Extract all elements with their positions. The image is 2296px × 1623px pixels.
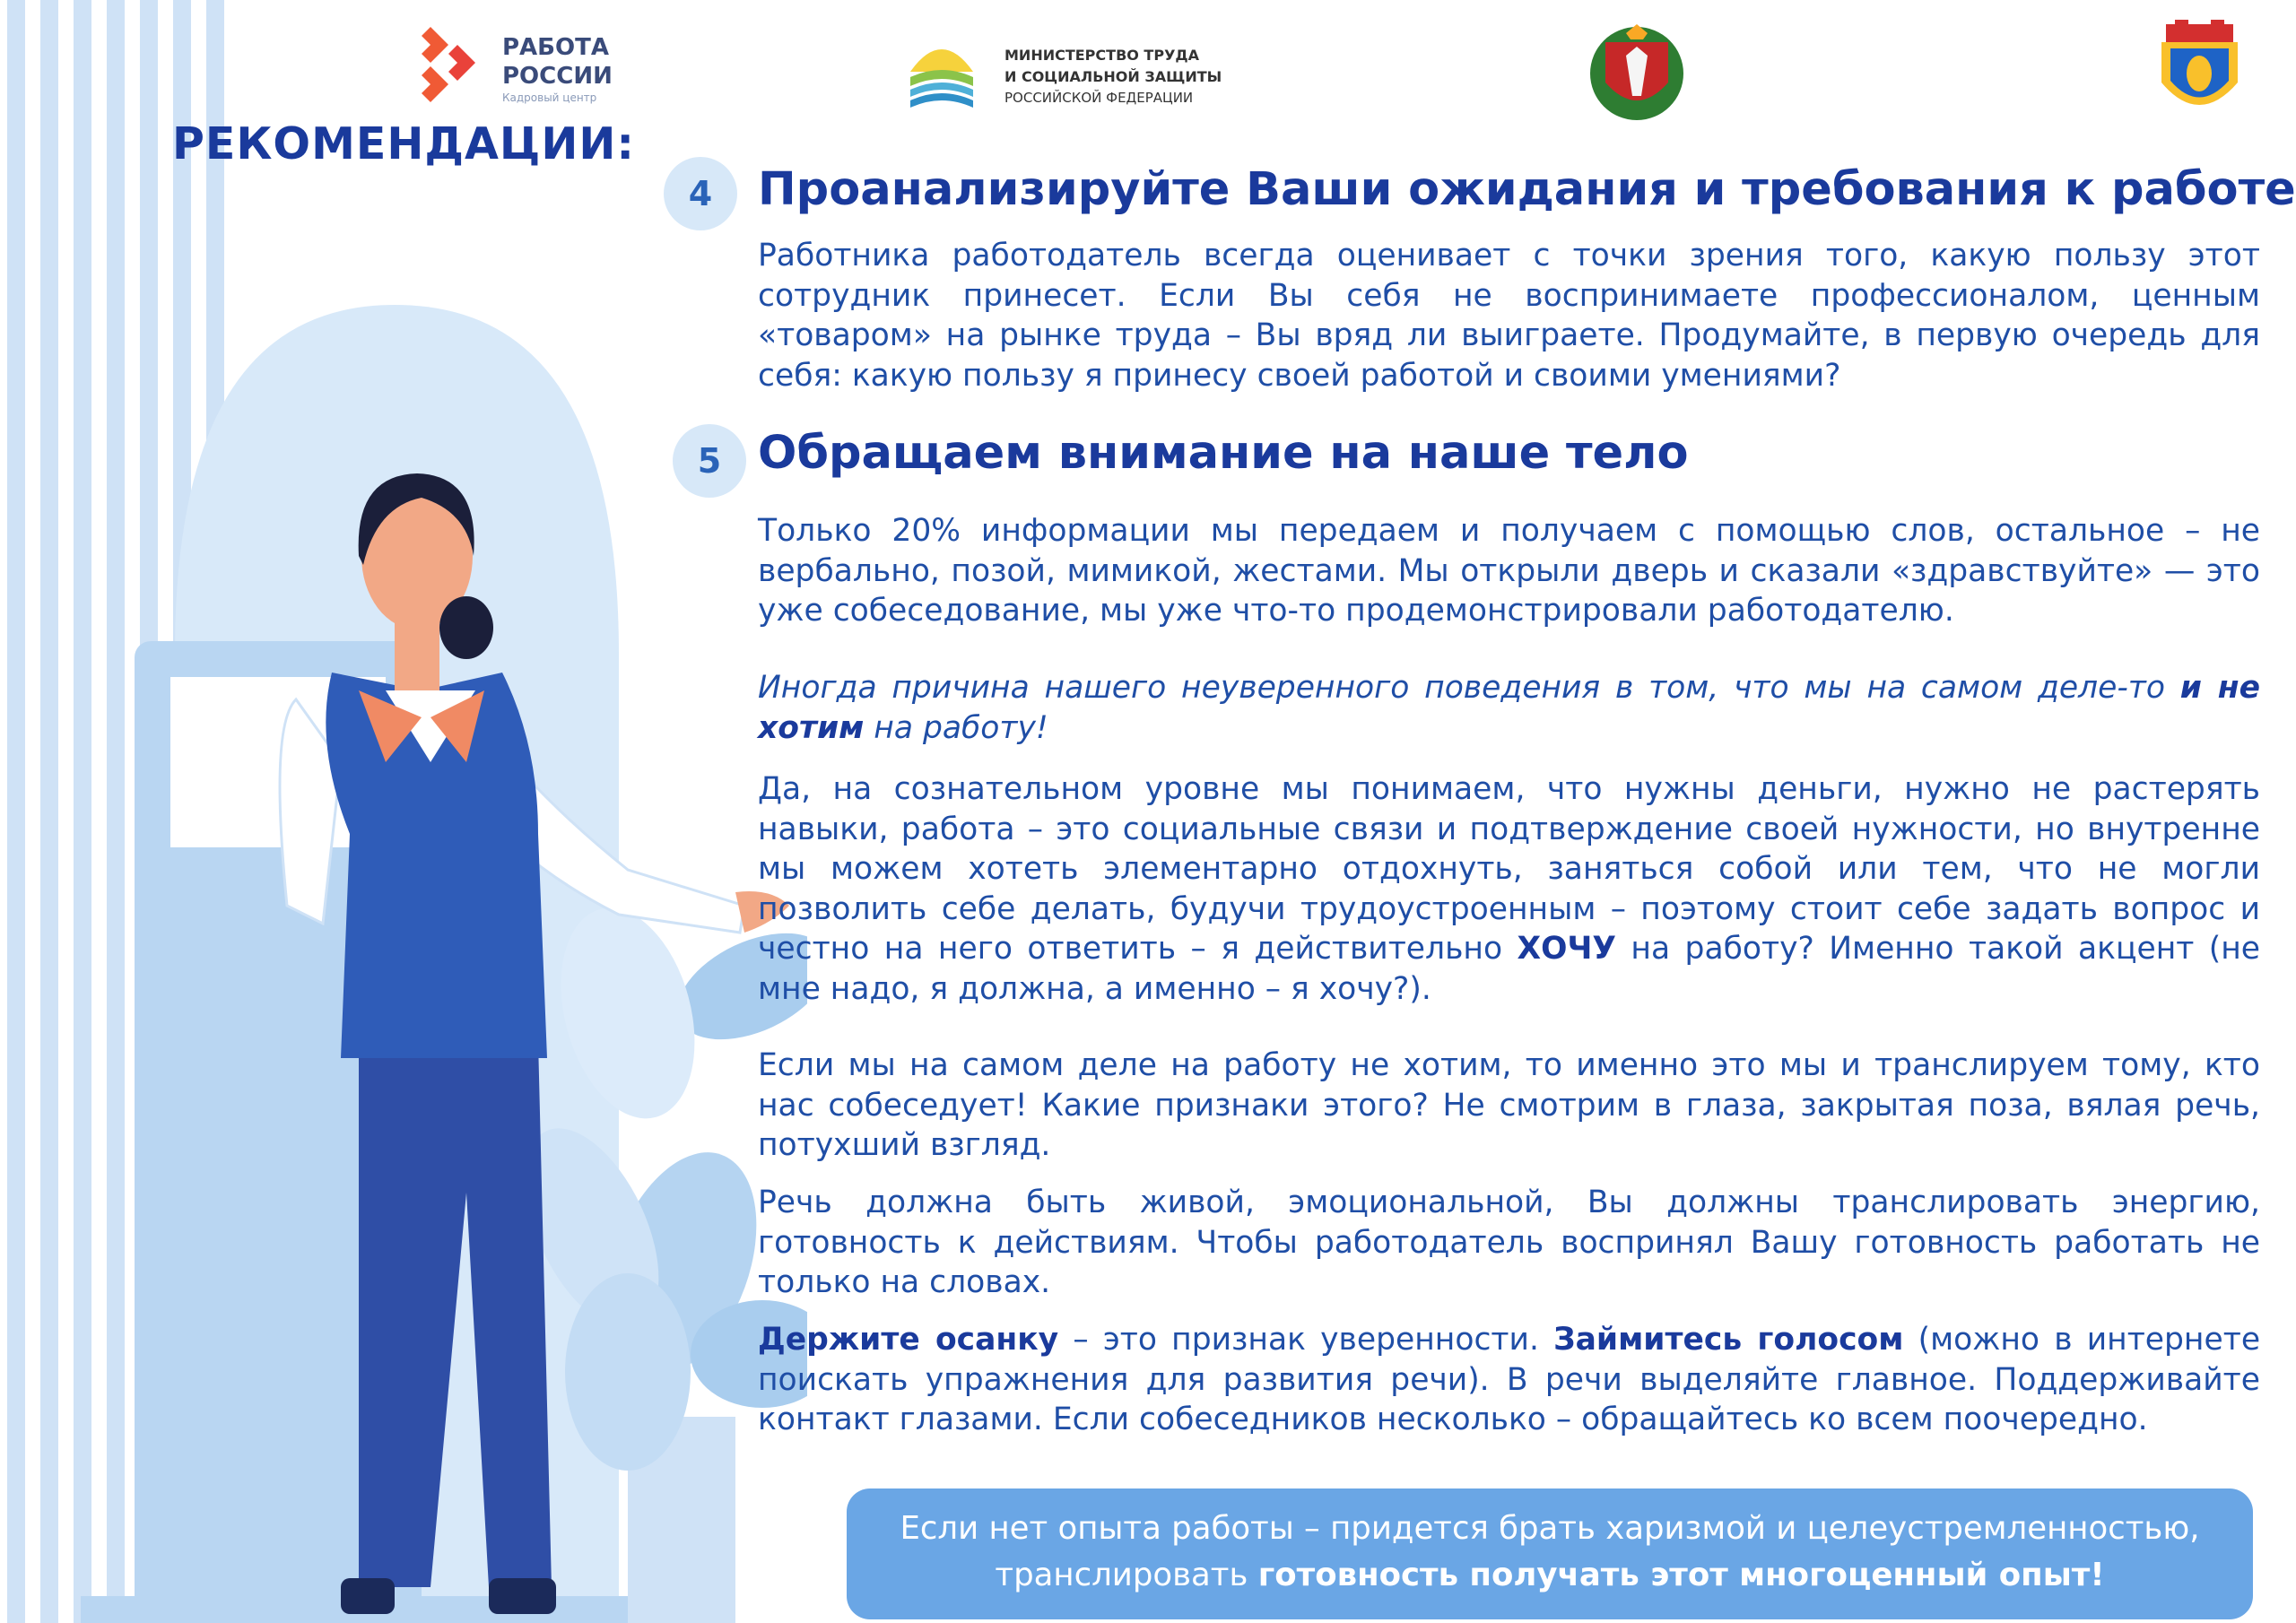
rabota-title-2: РОССИИ bbox=[502, 63, 613, 90]
ministry-emblem-icon bbox=[906, 36, 978, 117]
bottom-banner bbox=[847, 1488, 2253, 1619]
paragraph-6-mid: – это признак уверенности. bbox=[1073, 1322, 1539, 1358]
ministry-logo bbox=[906, 36, 1247, 126]
paragraph-3-start: Да, на сознательном уровне мы понимаем, что нужны деньги, нужно не растерять навыки, работа – это социальные связи и подтверждение своей нужности, но внутренне мы можем хотеть элементарно отдохнуть, заняться собой или тем, что не могли позволить себе делать, будучи трудоустроенным – поэтому стоит себе задать вопрос и честно на него ответить – я действительно bbox=[758, 771, 2260, 967]
page-title: РЕКОМЕНДАЦИИ: bbox=[172, 118, 635, 169]
section-5-heading: Обращаем внимание на наше тело bbox=[758, 427, 1689, 480]
section-5-paragraph-3 bbox=[758, 769, 2260, 1009]
paragraph-6-bold-1: Держите осанку bbox=[758, 1322, 1059, 1358]
section-5-badge: 5 bbox=[673, 424, 746, 498]
paragraph-2-bold: и не хотим bbox=[758, 670, 2261, 746]
rabota-subtitle: Кадровый центр bbox=[502, 91, 597, 104]
regional-coat-of-arms-icon bbox=[1586, 20, 1689, 123]
banner-line-2 bbox=[847, 1552, 2253, 1599]
paragraph-6-bold-2: Займитесь голосом bbox=[1553, 1322, 1904, 1358]
banner-line-2-bold: готовность получать этот многоценный опыт! bbox=[1257, 1557, 2105, 1593]
woman-illustration bbox=[0, 296, 807, 1623]
ministry-line-1: МИНИСТЕРСТВО ТРУДА bbox=[1004, 47, 1200, 64]
rabota-rossii-logo bbox=[422, 27, 637, 108]
paragraph-2-italic: Иногда причина нашего неуверенного поведения в том, что мы на самом деле-то bbox=[758, 670, 2165, 706]
section-4-text: Работника работодатель всегда оценивает с точки зрения того, какую пользу этот сотрудник принесет. Если Вы себя не воспринимаете профессионалом, ценным «товаром» на рынке труда – Вы вряд ли выиграете. Продумайте, в первую очередь для себя: какую пользу я принесу своей работой и своими умениями? bbox=[758, 238, 2260, 394]
section-5-paragraph-1: Только 20% информации мы передаем и получаем с помощью слов, остальное – не вербально, позой, мимикой, жестами. Мы открыли дверь и сказали «здравствуйте» — это уже собеседование, мы уже что-то продемонстрировали работодателю. bbox=[758, 513, 2260, 629]
paragraph-2-end: на работу! bbox=[874, 709, 1048, 746]
rabota-title-1: РАБОТА bbox=[502, 34, 609, 61]
section-5-paragraph-5: Речь должна быть живой, эмоциональной, Вы должны транслировать энергию, готовность к действиям. Чтобы работодатель воспринял Вашу готовность работать не только на словах. bbox=[758, 1185, 2260, 1300]
section-5-paragraph-2 bbox=[758, 668, 2260, 748]
paragraph-3-end: на работу? Именно такой акцент (не мне надо, я должна, а именно – я хочу?). bbox=[758, 931, 2261, 1007]
paragraph-3-bold: ХОЧУ bbox=[1517, 931, 1616, 967]
ministry-line-2: И СОЦИАЛЬНОЙ ЗАЩИТЫ bbox=[1004, 68, 1222, 85]
rabota-logo-icon bbox=[422, 27, 493, 102]
section-4-badge: 4 bbox=[664, 157, 737, 230]
section-5-paragraph-6 bbox=[758, 1320, 2260, 1440]
city-coat-of-arms-icon bbox=[2157, 20, 2242, 118]
banner-line-2-start: транслировать bbox=[995, 1557, 1248, 1593]
ministry-line-3: РОССИЙСКОЙ ФЕДЕРАЦИИ bbox=[1004, 90, 1194, 106]
section-5-paragraph-4: Если мы на самом деле на работу не хотим, то именно это мы и транслируем тому, кто нас собеседует! Какие признаки этого? Не смотрим в глаза, закрытая поза, вялая речь, потухший взгляд. bbox=[758, 1047, 2260, 1163]
section-4-heading: Проанализируйте Ваши ожидания и требования к работе bbox=[758, 163, 2296, 216]
paragraph-6-end: (можно в интернете поискать упражнения для развития речи). В речи выделяйте главное. Поддерживайте контакт глазами. Если собеседников несколько – обращайтесь ко всем поочередно. bbox=[758, 1322, 2261, 1437]
banner-line-1: Если нет опыта работы – придется брать харизмой и целеустремленностью, bbox=[900, 1510, 2200, 1547]
